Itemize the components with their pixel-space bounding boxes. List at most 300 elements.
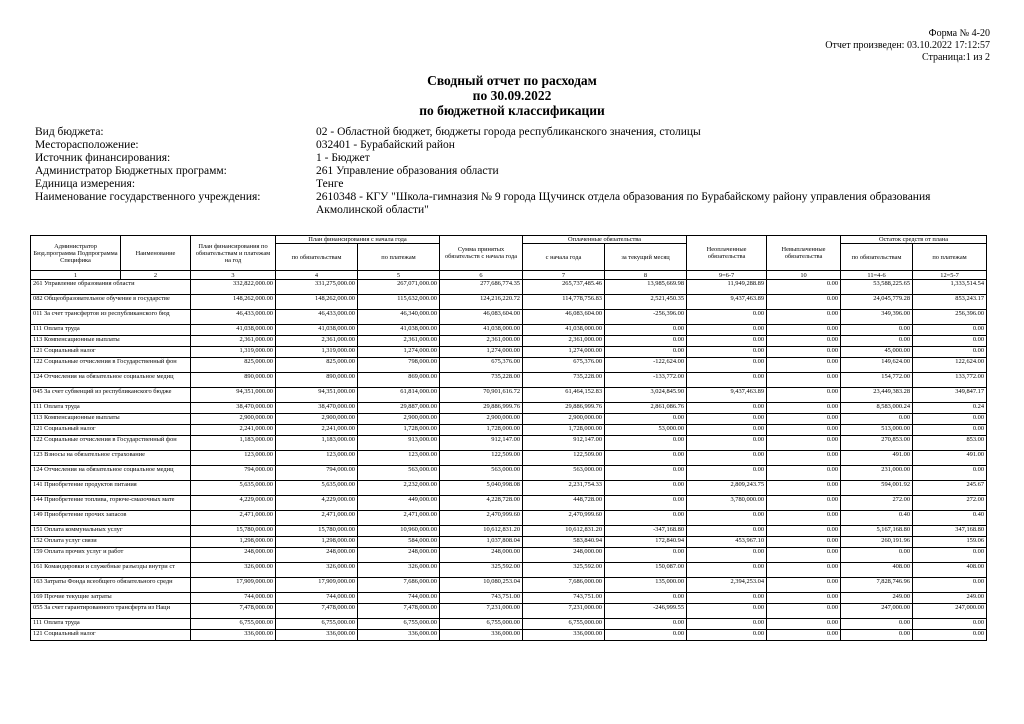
amount-cell: 11,949,288.89: [687, 280, 767, 295]
amount-cell: 0.00: [841, 548, 913, 563]
parameter-label: Источник финансирования:: [35, 152, 171, 164]
amount-cell: 0.00: [687, 336, 767, 347]
amount-cell: 0.00: [687, 563, 767, 578]
amount-cell: 38,470,000.00: [191, 403, 276, 414]
table-row: [31, 630, 987, 641]
column-number: 9=6-7: [687, 271, 767, 280]
amount-cell: 0.24: [913, 403, 987, 414]
amount-cell: 744,000.00: [191, 593, 276, 604]
amount-cell: 853.00: [913, 436, 987, 451]
amount-cell: 0.00: [913, 336, 987, 347]
amount-cell: 123,000.00: [358, 451, 440, 466]
amount-cell: 0.00: [767, 295, 841, 310]
table-row: [31, 425, 987, 436]
col-header-balance-payments: по платежам: [913, 244, 987, 271]
amount-cell: 869,000.00: [358, 373, 440, 388]
row-classification-name: 149 Приобретение прочих запасов: [31, 511, 191, 526]
amount-cell: 53,588,225.65: [841, 280, 913, 295]
amount-cell: 2,394,253.04: [687, 578, 767, 593]
col-header-unfulfilled: Невыплаченные обязательства: [767, 236, 841, 271]
table-row: [31, 436, 987, 451]
amount-cell: 0.00: [841, 336, 913, 347]
amount-cell: 0.00: [767, 619, 841, 630]
amount-cell: -347,168.80: [605, 526, 687, 537]
amount-cell: 61,464,152.83: [523, 388, 605, 403]
amount-cell: 0.00: [687, 604, 767, 619]
amount-cell: 245.67: [913, 481, 987, 496]
table-row: [31, 604, 987, 619]
amount-cell: 2,900,000.00: [191, 414, 276, 425]
amount-cell: 675,376.00: [523, 358, 605, 373]
amount-cell: 6,755,000.00: [276, 619, 358, 630]
amount-cell: 10,960,000.00: [358, 526, 440, 537]
amount-cell: 0.00: [767, 336, 841, 347]
amount-cell: 133,772.00: [913, 373, 987, 388]
amount-cell: 248,000.00: [191, 548, 276, 563]
amount-cell: 0.00: [767, 358, 841, 373]
table-row: [31, 526, 987, 537]
amount-cell: 0.00: [913, 425, 987, 436]
amount-cell: 23,449,383.28: [841, 388, 913, 403]
amount-cell: 326,000.00: [276, 563, 358, 578]
amount-cell: 2,900,000.00: [276, 414, 358, 425]
amount-cell: 2,241,000.00: [191, 425, 276, 436]
amount-cell: 0.00: [605, 619, 687, 630]
amount-cell: 1,728,000.00: [523, 425, 605, 436]
amount-cell: 17,909,000.00: [191, 578, 276, 593]
amount-cell: 114,778,756.83: [523, 295, 605, 310]
amount-cell: 2,900,000.00: [440, 414, 523, 425]
amount-cell: 41,038,000.00: [523, 325, 605, 336]
amount-cell: 2,361,000.00: [440, 336, 523, 347]
amount-cell: 0.00: [913, 414, 987, 425]
amount-cell: 7,686,000.00: [358, 578, 440, 593]
amount-cell: 325,592.00: [440, 563, 523, 578]
amount-cell: 248,000.00: [358, 548, 440, 563]
amount-cell: 2,232,000.00: [358, 481, 440, 496]
table-row: [31, 619, 987, 630]
amount-cell: 94,351,000.00: [276, 388, 358, 403]
parameter-label: Месторасположение:: [35, 139, 139, 151]
amount-cell: 408.00: [841, 563, 913, 578]
amount-cell: 2,361,000.00: [276, 336, 358, 347]
amount-cell: 2,361,000.00: [358, 336, 440, 347]
amount-cell: 94,351,000.00: [191, 388, 276, 403]
amount-cell: 5,635,000.00: [191, 481, 276, 496]
amount-cell: 135,000.00: [605, 578, 687, 593]
amount-cell: 0.00: [687, 425, 767, 436]
amount-cell: 453,967.10: [687, 537, 767, 548]
amount-cell: 584,000.00: [358, 537, 440, 548]
amount-cell: 0.00: [767, 451, 841, 466]
amount-cell: 231,000.00: [841, 466, 913, 481]
amount-cell: 0.00: [687, 373, 767, 388]
amount-cell: 0.00: [913, 630, 987, 641]
amount-cell: 794,000.00: [276, 466, 358, 481]
amount-cell: 675,376.00: [440, 358, 523, 373]
amount-cell: 594,001.92: [841, 481, 913, 496]
amount-cell: -256,396.00: [605, 310, 687, 325]
amount-cell: 0.00: [767, 373, 841, 388]
amount-cell: 10,612,831.20: [440, 526, 523, 537]
amount-cell: 247,000.00: [841, 604, 913, 619]
column-number: 6: [440, 271, 523, 280]
amount-cell: 0.00: [913, 466, 987, 481]
amount-cell: 0.00: [767, 403, 841, 414]
col-header-admin: Администратор Бюд.программа Подпрограмма Специфика: [31, 236, 121, 271]
row-classification-name: 082 Общеобразовательное обучение в государстве: [31, 295, 191, 310]
amount-cell: 0.00: [687, 593, 767, 604]
amount-cell: 0.00: [767, 280, 841, 295]
col-header-plan-payments: по платежам: [358, 244, 440, 271]
column-number: 7: [523, 271, 605, 280]
amount-cell: 563,000.00: [523, 466, 605, 481]
table-row: [31, 593, 987, 604]
amount-cell: 123,000.00: [276, 451, 358, 466]
amount-cell: 0.00: [767, 511, 841, 526]
amount-cell: 10,612,831.20: [523, 526, 605, 537]
amount-cell: 2,471,000.00: [276, 511, 358, 526]
amount-cell: 0.00: [767, 537, 841, 548]
amount-cell: 0.00: [913, 619, 987, 630]
amount-cell: 349,847.17: [913, 388, 987, 403]
amount-cell: 491.00: [841, 451, 913, 466]
amount-cell: 336,000.00: [523, 630, 605, 641]
amount-cell: 2,471,000.00: [191, 511, 276, 526]
table-row: [31, 373, 987, 388]
table-row: [31, 451, 987, 466]
amount-cell: 0.00: [605, 436, 687, 451]
amount-cell: 17,909,000.00: [276, 578, 358, 593]
amount-cell: 2,471,000.00: [358, 511, 440, 526]
row-classification-name: 163 Затраты Фонда всеобщего обязательного средн: [31, 578, 191, 593]
amount-cell: 1,728,000.00: [440, 425, 523, 436]
amount-cell: 122,509.00: [440, 451, 523, 466]
parameter-value: 1 - Бюджет: [316, 152, 370, 164]
amount-cell: 0.00: [687, 414, 767, 425]
amount-cell: 0.00: [767, 310, 841, 325]
amount-cell: 0.00: [841, 414, 913, 425]
parameter-label: Наименование государственного учреждения:: [35, 191, 261, 203]
amount-cell: -122,624.00: [605, 358, 687, 373]
amount-cell: 0.00: [687, 630, 767, 641]
amount-cell: 249.00: [841, 593, 913, 604]
table-row: [31, 347, 987, 358]
amount-cell: 0.00: [605, 548, 687, 563]
amount-cell: 0.00: [913, 325, 987, 336]
amount-cell: 2,809,243.75: [687, 481, 767, 496]
parameter-label: Единица измерения:: [35, 178, 136, 190]
expense-table: [30, 235, 987, 641]
row-classification-name: 169 Прочие текущие затраты: [31, 593, 191, 604]
amount-cell: 123,000.00: [191, 451, 276, 466]
table-row: [31, 578, 987, 593]
amount-cell: 336,000.00: [358, 630, 440, 641]
amount-cell: 115,632,000.00: [358, 295, 440, 310]
amount-cell: 735,228.00: [523, 373, 605, 388]
amount-cell: 0.00: [605, 593, 687, 604]
amount-cell: 249.00: [913, 593, 987, 604]
amount-cell: 0.00: [767, 388, 841, 403]
amount-cell: 7,478,000.00: [276, 604, 358, 619]
table-row: [31, 358, 987, 373]
amount-cell: 1,728,000.00: [358, 425, 440, 436]
amount-cell: 0.40: [913, 511, 987, 526]
parameter-value: Тенге: [316, 178, 344, 190]
amount-cell: 0.00: [605, 325, 687, 336]
amount-cell: 272.00: [841, 496, 913, 511]
amount-cell: 15,780,000.00: [276, 526, 358, 537]
row-classification-name: 261 Управление образования области: [31, 280, 191, 295]
amount-cell: 1,319,000.00: [191, 347, 276, 358]
amount-cell: 5,635,000.00: [276, 481, 358, 496]
amount-cell: 0.00: [767, 548, 841, 563]
amount-cell: 0.00: [841, 630, 913, 641]
amount-cell: 1,298,000.00: [276, 537, 358, 548]
column-numbers-row: [31, 271, 987, 280]
amount-cell: 0.00: [767, 414, 841, 425]
amount-cell: 248,000.00: [440, 548, 523, 563]
amount-cell: 3,780,000.00: [687, 496, 767, 511]
amount-cell: 0.00: [687, 403, 767, 414]
amount-cell: 583,840.94: [523, 537, 605, 548]
amount-cell: 0.00: [767, 578, 841, 593]
amount-cell: 2,361,000.00: [191, 336, 276, 347]
amount-cell: 1,274,000.00: [523, 347, 605, 358]
row-classification-name: 055 За счет гарантированного трансферта из Наци: [31, 604, 191, 619]
amount-cell: 46,433,000.00: [276, 310, 358, 325]
amount-cell: 272.00: [913, 496, 987, 511]
amount-cell: 825,000.00: [191, 358, 276, 373]
amount-cell: 336,000.00: [276, 630, 358, 641]
amount-cell: 0.00: [767, 593, 841, 604]
table-row: [31, 310, 987, 325]
produced-timestamp: Отчет произведен: 03.10.2022 17:12:57: [825, 40, 990, 51]
amount-cell: 347,168.80: [913, 526, 987, 537]
col-header-balance: Остаток средств от плана: [841, 236, 987, 244]
column-number: 2: [121, 271, 191, 280]
amount-cell: 265,737,485.46: [523, 280, 605, 295]
table-row: [31, 295, 987, 310]
amount-cell: 743,751.00: [440, 593, 523, 604]
amount-cell: 0.00: [767, 526, 841, 537]
amount-cell: 29,887,000.00: [358, 403, 440, 414]
amount-cell: 332,822,000.00: [191, 280, 276, 295]
amount-cell: 248,000.00: [523, 548, 605, 563]
row-classification-name: 121 Социальный налог: [31, 630, 191, 641]
table-row: [31, 414, 987, 425]
amount-cell: 247,000.00: [913, 604, 987, 619]
amount-cell: 331,275,000.00: [276, 280, 358, 295]
parameter-label: Вид бюджета:: [35, 126, 104, 138]
amount-cell: 45,000.00: [841, 347, 913, 358]
report-title: [0, 73, 1024, 118]
amount-cell: 1,319,000.00: [276, 347, 358, 358]
amount-cell: -133,772.00: [605, 373, 687, 388]
amount-cell: 0.00: [687, 619, 767, 630]
amount-cell: 2,900,000.00: [523, 414, 605, 425]
amount-cell: 260,191.96: [841, 537, 913, 548]
amount-cell: 0.00: [687, 347, 767, 358]
amount-cell: 326,000.00: [191, 563, 276, 578]
row-classification-name: 144 Приобретение топлива, горюче-смазочных мате: [31, 496, 191, 511]
amount-cell: 41,038,000.00: [440, 325, 523, 336]
amount-cell: 124,216,220.72: [440, 295, 523, 310]
amount-cell: 0.00: [605, 336, 687, 347]
column-number: 4: [276, 271, 358, 280]
table-row: [31, 466, 987, 481]
amount-cell: 150,087.00: [605, 563, 687, 578]
amount-cell: 7,478,000.00: [191, 604, 276, 619]
amount-cell: 0.00: [767, 604, 841, 619]
amount-cell: 0.00: [605, 496, 687, 511]
amount-cell: 325,592.00: [523, 563, 605, 578]
column-number: 12=5-7: [913, 271, 987, 280]
amount-cell: 890,000.00: [191, 373, 276, 388]
amount-cell: 2,231,754.33: [523, 481, 605, 496]
amount-cell: 149,624.00: [841, 358, 913, 373]
amount-cell: 41,038,000.00: [276, 325, 358, 336]
amount-cell: 0.00: [605, 347, 687, 358]
amount-cell: 3,024,845.90: [605, 388, 687, 403]
column-number: 5: [358, 271, 440, 280]
table-row: [31, 563, 987, 578]
amount-cell: 9,437,463.89: [687, 388, 767, 403]
amount-cell: 0.00: [687, 526, 767, 537]
col-header-accepted: Сумма принятых обязательств с начала года: [440, 236, 523, 271]
amount-cell: 122,624.00: [913, 358, 987, 373]
amount-cell: 2,361,000.00: [523, 336, 605, 347]
amount-cell: 5,040,998.08: [440, 481, 523, 496]
amount-cell: 912,147.00: [523, 436, 605, 451]
amount-cell: 6,755,000.00: [440, 619, 523, 630]
amount-cell: 2,900,000.00: [358, 414, 440, 425]
amount-cell: 825,000.00: [276, 358, 358, 373]
amount-cell: 563,000.00: [358, 466, 440, 481]
amount-cell: 0.00: [767, 481, 841, 496]
amount-cell: 7,686,000.00: [523, 578, 605, 593]
page-indicator: Страница:1 из 2: [921, 52, 990, 63]
amount-cell: 0.00: [605, 481, 687, 496]
amount-cell: 2,470,999.60: [523, 511, 605, 526]
amount-cell: 0.00: [767, 466, 841, 481]
amount-cell: 46,433,000.00: [191, 310, 276, 325]
amount-cell: 890,000.00: [276, 373, 358, 388]
amount-cell: 270,853.00: [841, 436, 913, 451]
amount-cell: 6,755,000.00: [358, 619, 440, 630]
row-classification-name: 111 Оплата труда: [31, 403, 191, 414]
table-row: [31, 548, 987, 563]
amount-cell: 798,000.00: [358, 358, 440, 373]
amount-cell: 913,000.00: [358, 436, 440, 451]
amount-cell: 0.00: [841, 619, 913, 630]
col-header-plan-obligations: по обязательствам: [276, 244, 358, 271]
amount-cell: 4,229,000.00: [191, 496, 276, 511]
col-header-paid: Оплаченные обязательства: [523, 236, 687, 244]
amount-cell: 0.40: [841, 511, 913, 526]
row-classification-name: 122 Социальные отчисления в Государственный фон: [31, 358, 191, 373]
amount-cell: 1,274,000.00: [440, 347, 523, 358]
table-row: [31, 403, 987, 414]
amount-cell: 794,000.00: [191, 466, 276, 481]
column-number: 10: [767, 271, 841, 280]
amount-cell: 513,000.00: [841, 425, 913, 436]
amount-cell: 408.00: [913, 563, 987, 578]
amount-cell: 735,228.00: [440, 373, 523, 388]
amount-cell: 1,333,514.54: [913, 280, 987, 295]
amount-cell: 2,521,450.35: [605, 295, 687, 310]
amount-cell: 0.00: [767, 425, 841, 436]
amount-cell: 0.00: [841, 325, 913, 336]
amount-cell: 0.00: [767, 630, 841, 641]
amount-cell: 15,780,000.00: [191, 526, 276, 537]
parameter-value: 261 Управление образования области: [316, 165, 499, 177]
row-classification-name: 121 Социальный налог: [31, 347, 191, 358]
amount-cell: 41,038,000.00: [358, 325, 440, 336]
report-header: [825, 28, 990, 64]
column-number: 8: [605, 271, 687, 280]
amount-cell: 1,183,000.00: [191, 436, 276, 451]
table-row: [31, 537, 987, 548]
amount-cell: 448,728.00: [523, 496, 605, 511]
amount-cell: 29,886,999.76: [440, 403, 523, 414]
amount-cell: 0.00: [605, 414, 687, 425]
row-classification-name: 121 Социальный налог: [31, 425, 191, 436]
row-classification-name: 113 Компенсационные выплаты: [31, 414, 191, 425]
title-line-2: по 30.09.2022: [472, 88, 552, 103]
col-header-plan-start: План финансирования с начала года: [276, 236, 440, 244]
amount-cell: 46,083,604.00: [440, 310, 523, 325]
amount-cell: 122,509.00: [523, 451, 605, 466]
amount-cell: 0.00: [687, 548, 767, 563]
amount-cell: 6,755,000.00: [523, 619, 605, 630]
amount-cell: 0.00: [767, 563, 841, 578]
parameter-label: Администратор Бюджетных программ:: [35, 165, 227, 177]
parameter-value: 2610348 - КГУ "Школа-гимназия № 9 города Щучинск отдела образования по Бурабайскому району управления образования Акмолинской области": [316, 191, 931, 216]
amount-cell: 491.00: [913, 451, 987, 466]
col-header-paid-month: за текущий месяц: [605, 244, 687, 271]
amount-cell: 38,470,000.00: [276, 403, 358, 414]
row-classification-name: 124 Отчисления на обязательное социальное медиц: [31, 466, 191, 481]
amount-cell: 0.00: [605, 630, 687, 641]
amount-cell: 172,840.94: [605, 537, 687, 548]
title-line-1: Сводный отчет по расходам: [427, 73, 597, 88]
amount-cell: 6,755,000.00: [191, 619, 276, 630]
amount-cell: 0.00: [605, 451, 687, 466]
amount-cell: 0.00: [687, 325, 767, 336]
table-row: [31, 388, 987, 403]
amount-cell: 41,038,000.00: [191, 325, 276, 336]
col-header-name: Наименование: [121, 236, 191, 271]
row-classification-name: 151 Оплата коммунальных услуг: [31, 526, 191, 537]
amount-cell: 5,167,168.80: [841, 526, 913, 537]
amount-cell: 7,478,000.00: [358, 604, 440, 619]
amount-cell: 4,229,000.00: [276, 496, 358, 511]
column-number: 1: [31, 271, 121, 280]
amount-cell: 256,396.00: [913, 310, 987, 325]
col-header-paid-start: с начала года: [523, 244, 605, 271]
col-header-balance-obligations: по обязательствам: [841, 244, 913, 271]
amount-cell: 267,071,000.00: [358, 280, 440, 295]
amount-cell: 248,000.00: [276, 548, 358, 563]
amount-cell: 29,886,999.76: [523, 403, 605, 414]
amount-cell: 0.00: [687, 451, 767, 466]
amount-cell: 0.00: [687, 511, 767, 526]
amount-cell: 853,243.17: [913, 295, 987, 310]
column-number: 3: [191, 271, 276, 280]
amount-cell: 2,861,086.76: [605, 403, 687, 414]
row-classification-name: 159 Оплата прочих услуг и работ: [31, 548, 191, 563]
